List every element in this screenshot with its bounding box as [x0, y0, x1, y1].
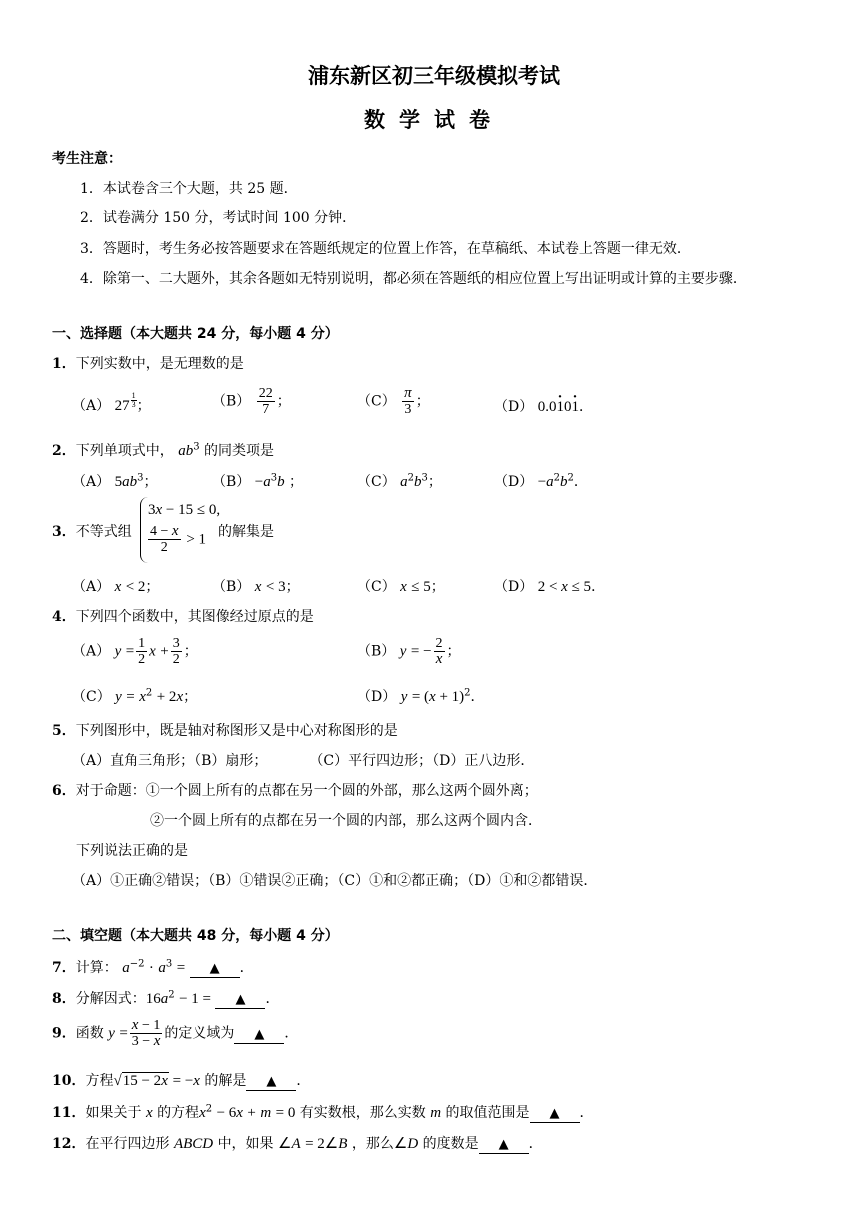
notice-item: 4．除第一、二大题外，其余各题如无特别说明，都必须在答题纸的相应位置上写出证明或计算的主要步骤．: [80, 271, 747, 287]
triangle-icon: ▲: [235, 992, 246, 1007]
question-number: 10．: [52, 1073, 86, 1089]
question-5: [52, 720, 398, 740]
question-4: [52, 606, 314, 626]
option-4b: （B） y = − $\frac{2}{x}$ ；: [357, 636, 461, 667]
option-2a: （A） $5ab^3$；: [72, 472, 158, 490]
question-3: [52, 521, 132, 541]
question-number: 8．: [52, 991, 76, 1007]
question-number: 11．: [52, 1105, 86, 1121]
question-2: 2．下列单项式中， $ab^3$ 的同类项是: [52, 441, 275, 459]
question-6-line2: ②一个圆上所有的点都在另一个圆的内部，那么这两个圆内含．: [150, 813, 542, 829]
question-stem: 对于命题：①一个圆上所有的点都在另一个圆的外部，那么这两个圆外离；: [75, 783, 538, 799]
triangle-icon: ▲: [549, 1106, 560, 1121]
option-4a: （A） y = $\frac{1}{2}$ x + $\frac{3}{2}$ ；: [72, 636, 198, 667]
option-label: （C）: [357, 579, 396, 595]
notice-item: 1．本试卷含三个大题，共 25 题．: [80, 181, 298, 197]
question-number: 7．: [52, 960, 76, 976]
option-label: （A）: [72, 579, 111, 595]
option-3a: （A） x < 2；: [72, 579, 160, 595]
question-7: 7．计算： $a^{-2} \cdot a^3$ = ▲ ．: [52, 958, 254, 976]
option-1d: （D） 0.0· 10· 1．: [494, 396, 593, 416]
question-number: 4．: [52, 609, 76, 625]
question-3-tail: 的解集是: [218, 524, 274, 540]
option-label: （D）: [357, 689, 397, 705]
option-1b: （B） $\frac{22}{7}$ ；: [212, 386, 291, 417]
option-label: （B）: [357, 643, 396, 660]
option-label: （C）: [357, 474, 396, 490]
option-1a: （A） 27 $\frac{1}{3}$ ；: [72, 391, 151, 414]
question-stem: 如果关于: [85, 1105, 142, 1121]
question-6: [52, 780, 538, 800]
question-number: 2．: [52, 443, 76, 459]
option-label: （B）: [212, 474, 251, 490]
question-stem: 计算：: [75, 960, 118, 976]
option-3c: （C） x ≤ 5；: [357, 579, 445, 595]
question-number: 1．: [52, 356, 76, 372]
question-stem: 的定义域为: [164, 1025, 235, 1042]
options-5: （A）直角三角形；（B）扇形； （C）平行四边形；（D）正八边形．: [72, 753, 535, 769]
option-3b: （B） x < 3；: [212, 579, 300, 595]
triangle-icon: ▲: [498, 1137, 509, 1152]
triangle-icon: ▲: [266, 1074, 277, 1089]
answer-blank: [190, 960, 240, 978]
question-11: 11．如果关于 x 的方程$x^2 - 6x + m = 0$ 有实数根，那么实数 m 的取值范围是 ▲ ．: [52, 1103, 594, 1121]
option-4d: （D） $y = (x + 1)^2$．: [357, 687, 485, 705]
question-number: 9．: [52, 1025, 76, 1042]
option-label: （C）: [357, 393, 396, 410]
option-label: （D）: [494, 579, 534, 595]
exam-title: 浦东新区初三年级模拟考试: [308, 64, 560, 88]
answer-blank: [234, 1026, 284, 1044]
question-number: 12．: [52, 1136, 86, 1152]
exam-subtitle: 数学试卷: [364, 108, 504, 132]
option-4c: （C） $y = x^2 + 2x$；: [72, 687, 198, 705]
question-stem: 下列单项式中，: [75, 443, 174, 459]
question-stem: 方程: [85, 1073, 114, 1089]
option-label: （A）: [72, 474, 111, 490]
question-stem: 分解因式：: [75, 991, 146, 1007]
option-1c: （C） $\frac{\pi}{3}$ ；: [357, 385, 430, 417]
triangle-icon: ▲: [254, 1026, 265, 1042]
notice-label: 考生注意：: [52, 151, 122, 167]
option-label: （D）: [494, 399, 534, 415]
question-8: 8．分解因式：$16a^2 - 1$ = ▲ ．: [52, 989, 280, 1007]
question-number: 6．: [52, 783, 76, 799]
section-title-fill: 二、填空题（本大题共 48 分，每小题 4 分）: [52, 928, 339, 944]
option-label: （B）: [212, 393, 251, 410]
notice-item: 2．试卷满分 150 分，考试时间 100 分钟．: [80, 210, 357, 226]
question-stem: 下列四个函数中，其图像经过原点的是: [75, 609, 314, 625]
option-label: （B）: [212, 579, 251, 595]
options-6: （A）①正确②错误；（B）①错误②正确；（C）①和②都正确；（D）①和②都错误．: [72, 873, 598, 889]
question-1: [52, 353, 244, 373]
question-stem: 函数: [75, 1025, 104, 1042]
option-label: （D）: [494, 474, 534, 490]
inequality-2: $\frac{4 - x}{2}$ > 1: [150, 523, 207, 555]
option-2b: $(B) -a^3b$ ；: [212, 472, 304, 490]
notice-item: 3．答题时，考生务必按答题要求在答题纸规定的位置上作答，在草稿纸、本试卷上答题一律无效．: [80, 241, 691, 257]
option-label: （A）: [72, 643, 111, 660]
question-stem: 的同类项是: [204, 443, 275, 459]
option-label: （C）: [72, 689, 111, 705]
question-12: 12．在平行四边形 ABCD 中，如果 ∠A = 2∠B ，那么∠D 的度数是 ▲ ．: [52, 1136, 543, 1152]
answer-blank: [530, 1105, 580, 1123]
option-3d: （D） 2 < x ≤ 5．: [494, 579, 606, 595]
question-10: 10．方程√15 − 2x = −x 的解是 ▲ ．: [52, 1073, 311, 1089]
question-stem: 的解是: [204, 1073, 247, 1089]
inequality-1: 3x − 15 ≤ 0,: [148, 502, 221, 518]
question-stem: 下列图形中，既是轴对称图形又是中心对称图形的是: [75, 723, 398, 739]
question-stem: 不等式组: [75, 524, 132, 540]
answer-blank: [215, 991, 265, 1009]
triangle-icon: ▲: [209, 961, 220, 976]
answer-blank: [479, 1136, 529, 1154]
question-stem: 下列实数中，是无理数的是: [75, 356, 244, 372]
option-2d: $(D) -a^2b^2$．: [494, 472, 588, 490]
option-2c: （C） $a^2b^3$；: [357, 472, 442, 490]
question-number: 3．: [52, 524, 76, 540]
option-label: （A）: [72, 398, 111, 414]
question-number: 5．: [52, 723, 76, 739]
question-9: 9．函数 y = $\frac{x - 1}{3 - x}$ 的定义域为 ▲ ．: [52, 1017, 299, 1049]
section-title-choice: 一、选择题（本大题共 24 分，每小题 4 分）: [52, 326, 339, 342]
question-6-line3: 下列说法正确的是: [76, 843, 188, 859]
question-stem: 在平行四边形: [85, 1136, 170, 1152]
answer-blank: [246, 1073, 296, 1091]
